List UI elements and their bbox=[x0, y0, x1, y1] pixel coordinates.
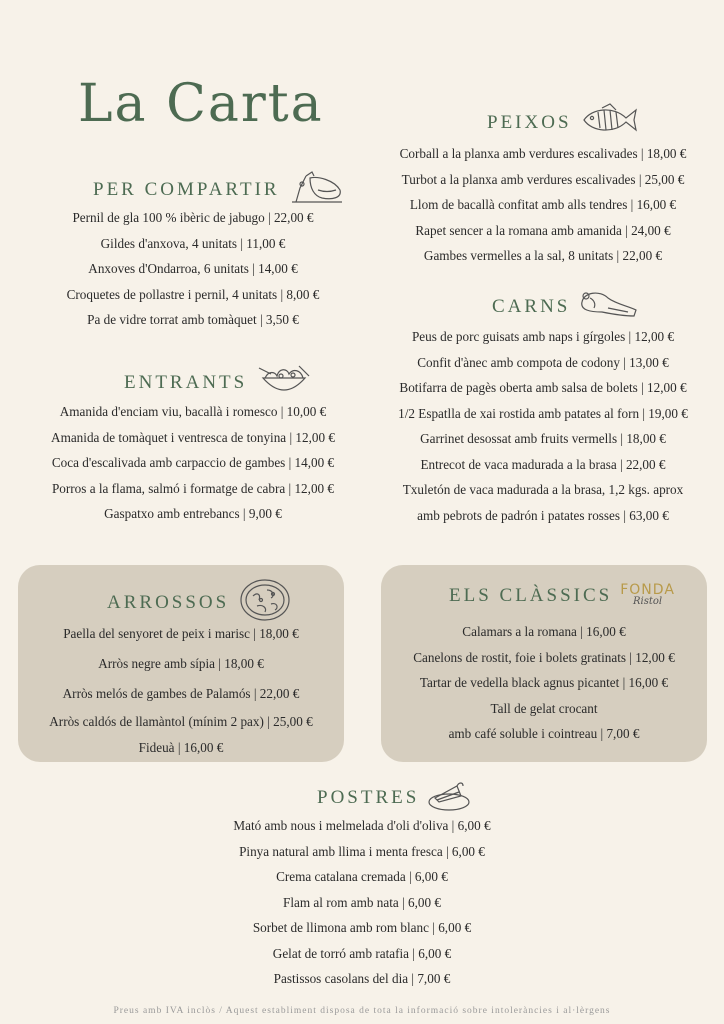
menu-item: Anxoves d'Ondarroa, 6 unitats | 14,00 € bbox=[88, 261, 298, 276]
list-classics bbox=[381, 619, 707, 747]
menu-item: Canelons de rostit, foie i bolets gratinats | 12,00 € bbox=[413, 649, 675, 665]
menu-item: Botifarra de pagès oberta amb salsa de bolets | 12,00 € bbox=[399, 380, 687, 395]
menu-item: Pa de vidre torrat amb tomàquet | 3,50 € bbox=[87, 312, 299, 327]
menu-item: Rapet sencer a la romana amb amanida | 24,00 € bbox=[415, 222, 671, 238]
menu-item: Pernil de gla 100 % ibèric de jabugo | 22,00 € bbox=[72, 210, 314, 225]
menu-item: Arròs negre amb sípia | 18,00 € bbox=[98, 656, 264, 671]
menu-item: Gelat de torró amb ratafia | 6,00 € bbox=[272, 945, 452, 961]
menu-item: Turbot a la planxa amb verdures escalivades | 25,00 € bbox=[401, 171, 685, 187]
menu-item: Paella del senyoret de peix i marisc | 18,00 € bbox=[63, 626, 299, 641]
list-arrossos bbox=[18, 619, 344, 761]
section-title-carns bbox=[492, 288, 640, 326]
section-label: ENTRANTS bbox=[124, 372, 248, 393]
menu-item: Gildes d'anxova, 4 unitats | 11,00 € bbox=[100, 235, 286, 251]
menu-item: Fideuà | 16,00 € bbox=[138, 740, 224, 755]
menu-item: Corball a la planxa amb verdures escalivades | 18,00 € bbox=[399, 146, 687, 161]
menu-item: Confit d'ànec amb compota de codony | 13,00 € bbox=[417, 354, 669, 370]
page-title: La Carta bbox=[78, 74, 324, 134]
fish-icon bbox=[580, 102, 640, 144]
section-label: ELS CLÀSSICS bbox=[449, 585, 613, 606]
section-title-entrants bbox=[124, 362, 313, 404]
menu-item: Tartar de vedella black agnus picantet | 16,00 € bbox=[419, 675, 669, 690]
list-entrants bbox=[18, 399, 368, 527]
menu-item: Llom de bacallà confitat amb alls tendres | 16,00 € bbox=[409, 197, 677, 212]
menu-item: Coca d'escalivada amb carpaccio de gambes | 14,00 € bbox=[51, 455, 335, 470]
list-carns bbox=[370, 324, 716, 528]
menu-item: Sorbet de llimona amb rom blanc | 6,00 € bbox=[252, 920, 472, 935]
menu-item: Crema catalana cremada | 6,00 € bbox=[276, 869, 448, 884]
menu-item: Amanida de tomàquet i ventresca de tonyina | 12,00 € bbox=[51, 429, 335, 445]
cake-slice-icon bbox=[427, 778, 471, 818]
menu-item: amb pebrots de padrón i patates rosses | 63,00 € bbox=[417, 507, 669, 523]
menu-item: Mató amb nous i melmelada d'oli d'oliva | 6,00 € bbox=[233, 818, 491, 833]
menu-item: Gaspatxo amb entrebancs | 9,00 € bbox=[104, 506, 282, 521]
logo-sub: Ristol bbox=[633, 596, 663, 607]
section-title-classics bbox=[449, 584, 675, 608]
list-peixos bbox=[370, 141, 716, 269]
menu-item: Arròs caldós de llamàntol (mínim 2 pax) | 25,00 € bbox=[49, 714, 313, 729]
menu-item: Pastissos casolans del dia | 7,00 € bbox=[273, 971, 451, 986]
menu-item: Porros a la flama, salmó i formatge de cabra | 12,00 € bbox=[51, 480, 335, 496]
footer-note: Preus amb IVA inclòs / Aquest establiment disposa de tota la informació sobre intoleràncies i al·lèrgens bbox=[113, 1006, 611, 1016]
menu-item: 1/2 Espatlla de xai rostida amb patates al forn | 19,00 € bbox=[398, 405, 688, 421]
fonda-ristol-logo bbox=[620, 584, 675, 608]
menu-item: amb café soluble i cointreau | 7,00 € bbox=[448, 726, 640, 741]
section-label: PER COMPARTIR bbox=[93, 179, 280, 200]
menu-item: Flam al rom amb nata | 6,00 € bbox=[283, 894, 441, 910]
menu-item: Peus de porc guisats amb naps i gírgoles | 12,00 € bbox=[411, 329, 675, 344]
menu-item: Arròs melós de gambes de Palamós | 22,00 € bbox=[62, 686, 300, 701]
menu-item: Calamars a la romana | 16,00 € bbox=[462, 624, 626, 639]
menu-item: Txuletón de vaca madurada a la brasa, 1,2 kgs. aprox bbox=[402, 482, 684, 497]
section-label: PEIXOS bbox=[487, 112, 572, 133]
section-label: ARROSSOS bbox=[107, 592, 230, 613]
menu-item: Gambes vermelles a la sal, 8 unitats | 22,00 € bbox=[423, 248, 663, 263]
menu-item: Tall de gelat crocant bbox=[490, 700, 598, 716]
list-postres bbox=[162, 813, 562, 992]
salad-bowl-icon bbox=[255, 362, 313, 404]
section-label: CARNS bbox=[492, 296, 571, 317]
menu-item: Entrecot de vaca madurada a la brasa | 22,00 € bbox=[420, 456, 666, 472]
section-label: POSTRES bbox=[317, 787, 420, 808]
section-title-peixos bbox=[487, 102, 640, 144]
menu-item: Garrinet desossat amb fruits vermells | 18,00 € bbox=[420, 431, 666, 446]
menu-item: Croquetes de pollastre i pernil, 4 unitats | 8,00 € bbox=[66, 286, 320, 302]
meat-leg-icon bbox=[578, 288, 640, 326]
list-compartir bbox=[18, 205, 368, 333]
menu-item: Amanida d'enciam viu, bacallà i romesco | 10,00 € bbox=[59, 404, 327, 419]
logo-main: FONDA bbox=[620, 582, 675, 598]
section-title-postres bbox=[317, 778, 471, 818]
menu-item: Pinya natural amb llima i menta fresca | 6,00 € bbox=[239, 843, 485, 859]
